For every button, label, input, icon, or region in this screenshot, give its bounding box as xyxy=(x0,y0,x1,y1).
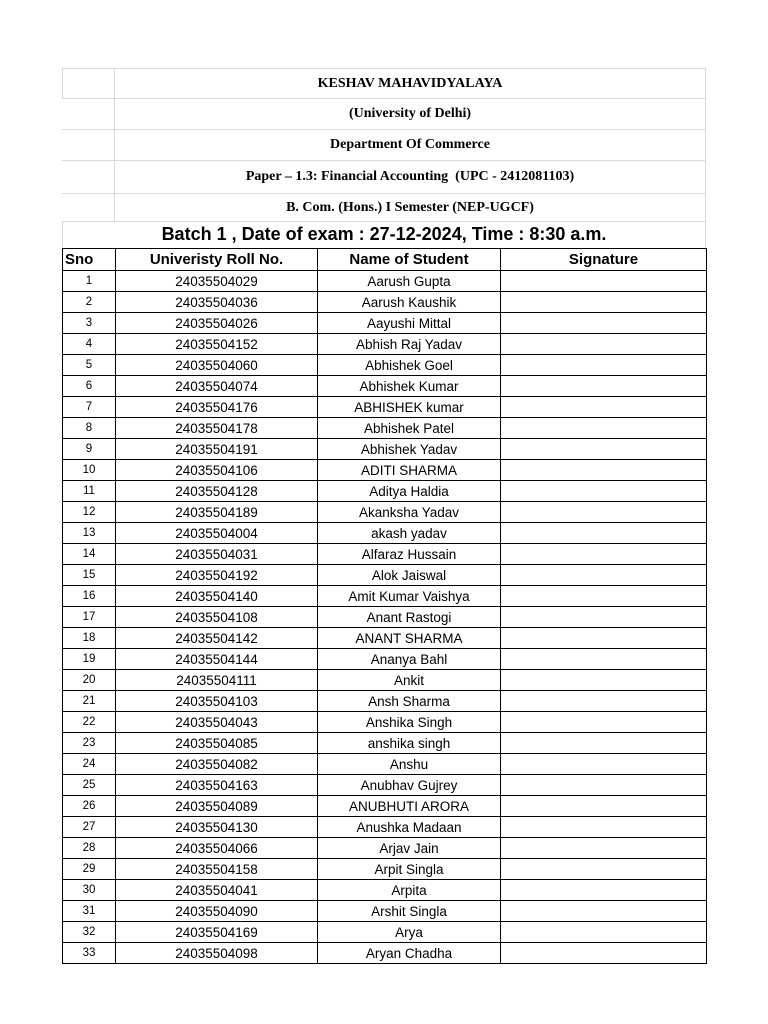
student-name-cell: Alok Jaiswal xyxy=(318,565,501,586)
student-table xyxy=(62,248,707,964)
signature-cell xyxy=(501,691,707,712)
table-row xyxy=(63,943,707,964)
sno-cell: 33 xyxy=(63,943,116,964)
table-row xyxy=(63,271,707,292)
table-row xyxy=(63,607,707,628)
sno-cell: 32 xyxy=(63,922,116,943)
table-row xyxy=(63,439,707,460)
table-row xyxy=(63,712,707,733)
signature-cell xyxy=(501,334,707,355)
table-row xyxy=(63,460,707,481)
roll-number-cell: 24035504029 xyxy=(116,271,318,292)
student-name-cell: Anshu xyxy=(318,754,501,775)
signature-cell xyxy=(501,607,707,628)
roll-number-cell: 24035504026 xyxy=(116,313,318,334)
table-row xyxy=(63,502,707,523)
table-row xyxy=(63,628,707,649)
sno-cell: 4 xyxy=(63,334,116,355)
student-name-cell: Amit Kumar Vaishya xyxy=(318,586,501,607)
roll-number-cell: 24035504191 xyxy=(116,439,318,460)
sno-cell: 16 xyxy=(63,586,116,607)
student-name-cell: Aarush Gupta xyxy=(318,271,501,292)
student-name-cell: akash yadav xyxy=(318,523,501,544)
table-row xyxy=(63,754,707,775)
sno-cell: 11 xyxy=(63,481,116,502)
table-row xyxy=(63,817,707,838)
signature-cell xyxy=(501,481,707,502)
sno-cell: 29 xyxy=(63,859,116,880)
sno-cell: 18 xyxy=(63,628,116,649)
student-name-cell: Abhish Raj Yadav xyxy=(318,334,501,355)
roll-number-cell: 24035504111 xyxy=(116,670,318,691)
table-row xyxy=(63,691,707,712)
signature-cell xyxy=(501,880,707,901)
sno-cell: 25 xyxy=(63,775,116,796)
student-name-cell: anshika singh xyxy=(318,733,501,754)
student-name-cell: Akanksha Yadav xyxy=(318,502,501,523)
signature-cell xyxy=(501,439,707,460)
roll-number-cell: 24035504176 xyxy=(116,397,318,418)
roll-number-cell: 24035504031 xyxy=(116,544,318,565)
signature-cell xyxy=(501,817,707,838)
student-name-cell: Anubhav Gujrey xyxy=(318,775,501,796)
student-name-cell: Aditya Haldia xyxy=(318,481,501,502)
student-name-cell: Alfaraz Hussain xyxy=(318,544,501,565)
roll-number-cell: 24035504004 xyxy=(116,523,318,544)
student-name-cell: ABHISHEK kumar xyxy=(318,397,501,418)
roll-number-cell: 24035504152 xyxy=(116,334,318,355)
sno-cell: 27 xyxy=(63,817,116,838)
roll-number-cell: 24035504189 xyxy=(116,502,318,523)
roll-number-cell: 24035504128 xyxy=(116,481,318,502)
table-row xyxy=(63,733,707,754)
student-name-cell: ADITI SHARMA xyxy=(318,460,501,481)
department-name: Department Of Commerce xyxy=(115,130,706,161)
sno-cell: 15 xyxy=(63,565,116,586)
roll-number-cell: 24035504103 xyxy=(116,691,318,712)
signature-cell xyxy=(501,355,707,376)
roll-number-cell: 24035504066 xyxy=(116,838,318,859)
table-row xyxy=(63,334,707,355)
sno-cell: 19 xyxy=(63,649,116,670)
column-header-name: Name of Student xyxy=(318,249,501,271)
table-row xyxy=(63,880,707,901)
roll-number-cell: 24035504163 xyxy=(116,775,318,796)
sno-cell: 5 xyxy=(63,355,116,376)
sno-cell: 28 xyxy=(63,838,116,859)
student-name-cell: Arshit Singla xyxy=(318,901,501,922)
sno-cell: 24 xyxy=(63,754,116,775)
table-row xyxy=(63,922,707,943)
roll-number-cell: 24035504085 xyxy=(116,733,318,754)
student-name-cell: Arjav Jain xyxy=(318,838,501,859)
table-row xyxy=(63,376,707,397)
sno-cell: 30 xyxy=(63,880,116,901)
student-name-cell: Arpit Singla xyxy=(318,859,501,880)
signature-cell xyxy=(501,313,707,334)
roll-number-cell: 24035504098 xyxy=(116,943,318,964)
roll-number-cell: 24035504140 xyxy=(116,586,318,607)
signature-cell xyxy=(501,544,707,565)
sno-cell: 21 xyxy=(63,691,116,712)
student-name-cell: Aryan Chadha xyxy=(318,943,501,964)
signature-cell xyxy=(501,502,707,523)
student-name-cell: Abhishek Yadav xyxy=(318,439,501,460)
header-blank-cell xyxy=(62,130,115,161)
column-header-signature: Signature xyxy=(501,249,707,271)
table-row xyxy=(63,313,707,334)
batch-info: Batch 1 , Date of exam : 27-12-2024, Time : 8:30 a.m. xyxy=(62,222,706,248)
table-header-row xyxy=(63,249,707,271)
table-row xyxy=(63,775,707,796)
roll-number-cell: 24035504106 xyxy=(116,460,318,481)
table-row xyxy=(63,397,707,418)
sno-cell: 31 xyxy=(63,901,116,922)
sno-cell: 6 xyxy=(63,376,116,397)
student-name-cell: Abhishek Patel xyxy=(318,418,501,439)
table-row xyxy=(63,481,707,502)
sno-cell: 26 xyxy=(63,796,116,817)
table-row xyxy=(63,586,707,607)
header-blank-cell xyxy=(62,194,115,222)
student-name-cell: ANUBHUTI ARORA xyxy=(318,796,501,817)
table-row xyxy=(63,859,707,880)
paper-title: Paper – 1.3: Financial Accounting (UPC - 2412081103) xyxy=(115,161,706,194)
signature-cell xyxy=(501,292,707,313)
signature-cell xyxy=(501,901,707,922)
signature-cell xyxy=(501,796,707,817)
roll-number-cell: 24035504169 xyxy=(116,922,318,943)
signature-cell xyxy=(501,838,707,859)
signature-cell xyxy=(501,670,707,691)
sno-cell: 7 xyxy=(63,397,116,418)
header-blank-cell xyxy=(62,161,115,194)
header-blank-cell xyxy=(62,69,115,99)
table-row xyxy=(63,796,707,817)
student-name-cell: Ansh Sharma xyxy=(318,691,501,712)
signature-cell xyxy=(501,649,707,670)
roll-number-cell: 24035504178 xyxy=(116,418,318,439)
header-blank-cell xyxy=(62,99,115,130)
signature-cell xyxy=(501,397,707,418)
roll-number-cell: 24035504192 xyxy=(116,565,318,586)
roll-number-cell: 24035504090 xyxy=(116,901,318,922)
student-name-cell: Arpita xyxy=(318,880,501,901)
student-name-cell: Arya xyxy=(318,922,501,943)
sno-cell: 8 xyxy=(63,418,116,439)
sno-cell: 14 xyxy=(63,544,116,565)
signature-cell xyxy=(501,628,707,649)
attendance-sheet xyxy=(62,68,706,964)
sno-cell: 13 xyxy=(63,523,116,544)
signature-cell xyxy=(501,775,707,796)
roll-number-cell: 24035504144 xyxy=(116,649,318,670)
student-name-cell: Aayushi Mittal xyxy=(318,313,501,334)
signature-cell xyxy=(501,523,707,544)
table-row xyxy=(63,418,707,439)
table-row xyxy=(63,544,707,565)
table-row xyxy=(63,649,707,670)
sno-cell: 10 xyxy=(63,460,116,481)
student-name-cell: Ananya Bahl xyxy=(318,649,501,670)
table-row xyxy=(63,355,707,376)
course-name: B. Com. (Hons.) I Semester (NEP-UGCF) xyxy=(115,194,706,222)
student-name-cell: Anant Rastogi xyxy=(318,607,501,628)
signature-cell xyxy=(501,565,707,586)
roll-number-cell: 24035504074 xyxy=(116,376,318,397)
student-name-cell: Aarush Kaushik xyxy=(318,292,501,313)
student-name-cell: Abhishek Goel xyxy=(318,355,501,376)
sno-cell: 22 xyxy=(63,712,116,733)
table-row xyxy=(63,292,707,313)
table-body xyxy=(63,271,707,964)
header-block xyxy=(62,68,706,222)
signature-cell xyxy=(501,271,707,292)
sno-cell: 20 xyxy=(63,670,116,691)
column-header-roll: Univeristy Roll No. xyxy=(116,249,318,271)
student-name-cell: Anushka Madaan xyxy=(318,817,501,838)
roll-number-cell: 24035504142 xyxy=(116,628,318,649)
roll-number-cell: 24035504158 xyxy=(116,859,318,880)
signature-cell xyxy=(501,460,707,481)
signature-cell xyxy=(501,859,707,880)
signature-cell xyxy=(501,376,707,397)
table-row xyxy=(63,838,707,859)
sno-cell: 9 xyxy=(63,439,116,460)
roll-number-cell: 24035504036 xyxy=(116,292,318,313)
sno-cell: 23 xyxy=(63,733,116,754)
table-row xyxy=(63,523,707,544)
university-name: (University of Delhi) xyxy=(115,99,706,130)
sno-cell: 12 xyxy=(63,502,116,523)
student-name-cell: ANANT SHARMA xyxy=(318,628,501,649)
roll-number-cell: 24035504060 xyxy=(116,355,318,376)
signature-cell xyxy=(501,754,707,775)
signature-cell xyxy=(501,712,707,733)
roll-number-cell: 24035504082 xyxy=(116,754,318,775)
roll-number-cell: 24035504108 xyxy=(116,607,318,628)
signature-cell xyxy=(501,733,707,754)
sno-cell: 3 xyxy=(63,313,116,334)
student-name-cell: Anshika Singh xyxy=(318,712,501,733)
roll-number-cell: 24035504089 xyxy=(116,796,318,817)
table-row xyxy=(63,565,707,586)
signature-cell xyxy=(501,418,707,439)
table-row xyxy=(63,901,707,922)
sno-cell: 2 xyxy=(63,292,116,313)
signature-cell xyxy=(501,922,707,943)
student-name-cell: Ankit xyxy=(318,670,501,691)
roll-number-cell: 24035504043 xyxy=(116,712,318,733)
roll-number-cell: 24035504041 xyxy=(116,880,318,901)
signature-cell xyxy=(501,586,707,607)
column-header-sno: Sno xyxy=(63,249,116,271)
roll-number-cell: 24035504130 xyxy=(116,817,318,838)
student-name-cell: Abhishek Kumar xyxy=(318,376,501,397)
sno-cell: 17 xyxy=(63,607,116,628)
college-name: KESHAV MAHAVIDYALAYA xyxy=(115,69,706,99)
table-row xyxy=(63,670,707,691)
signature-cell xyxy=(501,943,707,964)
sno-cell: 1 xyxy=(63,271,116,292)
